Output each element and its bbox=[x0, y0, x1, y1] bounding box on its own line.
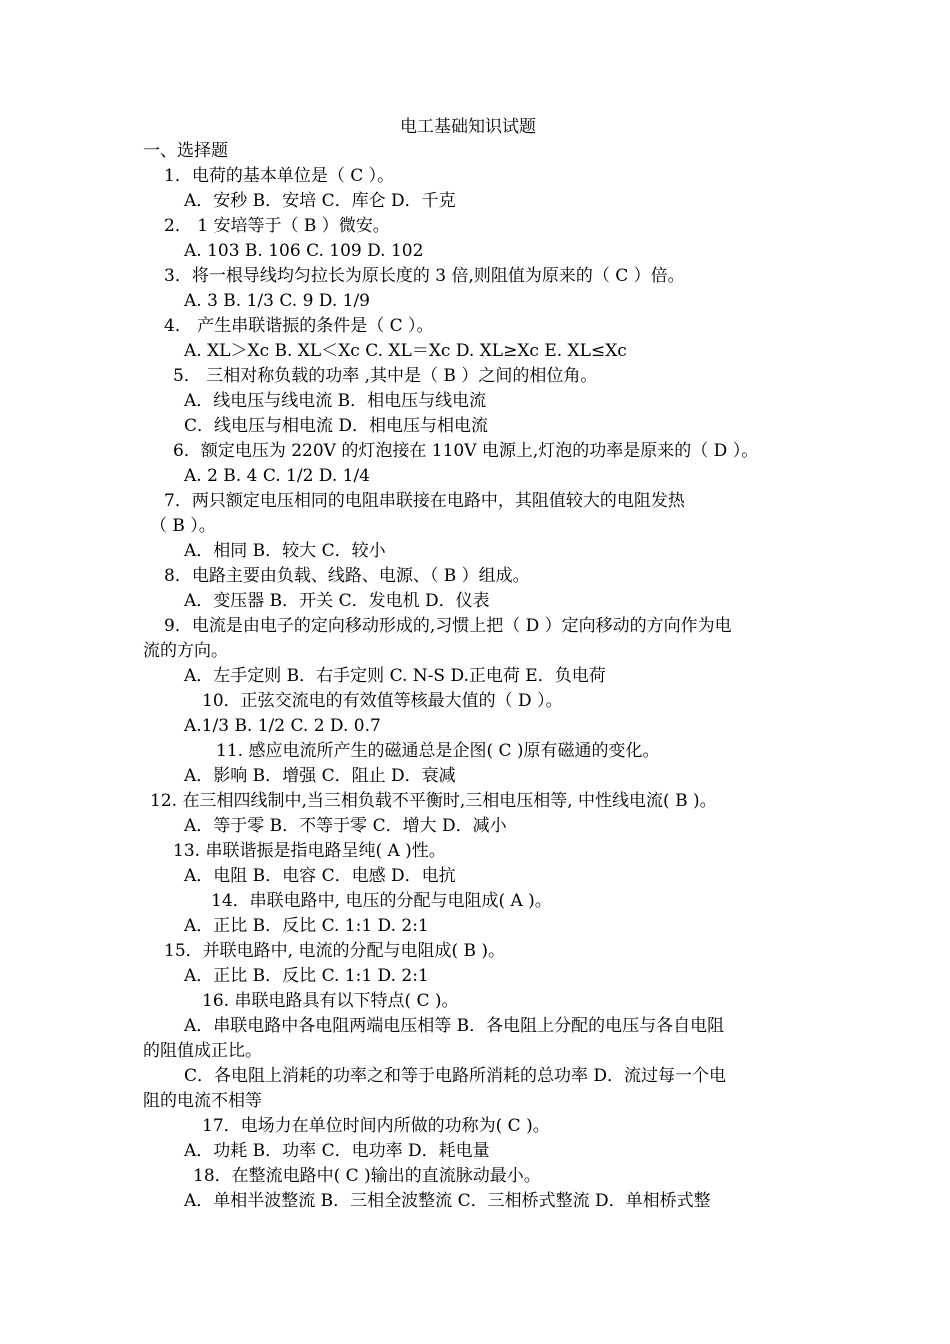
question-line: 3．将一根导线均匀拉长为原长度的 3 倍,则阻值为原来的（ C ）倍。 bbox=[164, 266, 685, 286]
option-line: A．正比 B．反比 C. 1:1 D. 2:1 bbox=[184, 966, 429, 986]
question-line: 16. 串联电路具有以下特点( C )。 bbox=[202, 991, 459, 1011]
option-line: A．单相半波整流 B．三相全波整流 C．三相桥式整流 D．单相桥式整 bbox=[184, 1191, 711, 1211]
question-line: 12. 在三相四线制中,当三相负载不平衡时,三相电压相等, 中性线电流( B )。 bbox=[150, 791, 717, 811]
option-line: 的阻值成正比。 bbox=[143, 1041, 262, 1061]
question-line: 10．正弦交流电的有效值等核最大值的（ D ）。 bbox=[202, 691, 563, 711]
option-line: A．串联电路中各电阻两端电压相等 B．各电阻上分配的电压与各自电阻 bbox=[184, 1016, 725, 1036]
option-line: C．线电压与相电流 D．相电压与相电流 bbox=[184, 416, 489, 436]
option-line: A．变压器 B．开关 C．发电机 D．仪表 bbox=[184, 591, 490, 611]
section-heading: 一、选择题 bbox=[143, 141, 228, 161]
question-line: 8．电路主要由负载、线路、电源、（ B ）组成。 bbox=[164, 566, 530, 586]
question-line: 4． 产生串联谐振的条件是（ C ）。 bbox=[164, 316, 434, 336]
question-line: 2． 1 安培等于（ B ）微安。 bbox=[164, 216, 390, 236]
page-title: 电工基础知识试题 bbox=[400, 117, 536, 137]
option-line: A．相同 B．较大 C．较小 bbox=[184, 541, 386, 561]
option-line: A．线电压与线电流 B．相电压与线电流 bbox=[184, 391, 487, 411]
option-line: A．等于零 B．不等于零 C．增大 D．减小 bbox=[184, 816, 507, 836]
question-line: 18．在整流电路中( C )输出的直流脉动最小。 bbox=[193, 1166, 541, 1186]
option-line: A．左手定则 B．右手定则 C. N-S D.正电荷 E．负电荷 bbox=[184, 666, 606, 686]
option-line: A. XL＞Xc B. XL＜Xc C. XL＝Xc D. XL≥Xc E. XL≤Xc bbox=[184, 341, 627, 361]
option-line: A．安秒 B．安培 C．库仑 D．千克 bbox=[184, 191, 456, 211]
option-line: A．功耗 B．功率 C．电功率 D．耗电量 bbox=[184, 1141, 490, 1161]
question-line: 流的方向。 bbox=[143, 641, 228, 661]
question-line: 11. 感应电流所产生的磁通总是企图( C )原有磁通的变化。 bbox=[216, 741, 660, 761]
option-line: A．电阻 B．电容 C．电感 D．电抗 bbox=[184, 866, 456, 886]
option-line: A．影响 B．增强 C．阻止 D．衰减 bbox=[184, 766, 456, 786]
question-line: 17．电场力在单位时间内所做的功称为( C )。 bbox=[202, 1116, 550, 1136]
question-line: 13. 串联谐振是指电路呈纯( A )性。 bbox=[173, 841, 446, 861]
question-line: 15．并联电路中, 电流的分配与电阻成( B )。 bbox=[164, 941, 506, 961]
question-line: 7．两只额定电压相同的电阻串联接在电路中，其阻值较大的电阻发热 bbox=[164, 491, 685, 511]
option-line: A. 2 B. 4 C. 1/2 D. 1/4 bbox=[184, 466, 370, 486]
question-line: 5． 三相对称负载的功率 ,其中是（ B ）之间的相位角。 bbox=[173, 366, 598, 386]
option-line: C．各电阻上消耗的功率之和等于电路所消耗的总功率 D．流过每一个电 bbox=[184, 1066, 727, 1086]
option-line: A.1/3 B. 1/2 C. 2 D. 0.7 bbox=[184, 716, 381, 736]
question-line: 9．电流是由电子的定向移动形成的,习惯上把（ D ）定向移动的方向作为电 bbox=[164, 616, 732, 636]
option-line: 阻的电流不相等 bbox=[143, 1091, 262, 1111]
question-line: 6．额定电压为 220V 的灯泡接在 110V 电源上,灯泡的功率是原来的（ D ）。 bbox=[173, 441, 759, 461]
question-line: （ B ）。 bbox=[150, 516, 216, 536]
option-line: A．正比 B．反比 C. 1:1 D. 2:1 bbox=[184, 916, 429, 936]
option-line: A. 3 B. 1/3 C. 9 D. 1/9 bbox=[184, 291, 370, 311]
question-line: 1．电荷的基本单位是（ C ）。 bbox=[164, 166, 395, 186]
option-line: A. 103 B. 106 C. 109 D. 102 bbox=[184, 241, 424, 261]
question-line: 14．串联电路中, 电压的分配与电阻成( A )。 bbox=[211, 891, 552, 911]
